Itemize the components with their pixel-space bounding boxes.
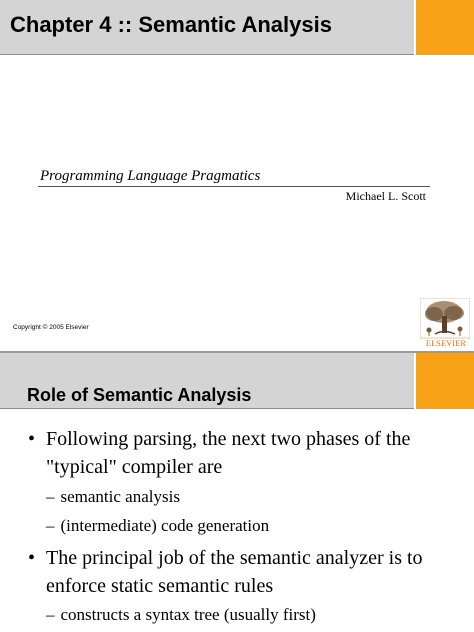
dash-icon: –	[46, 516, 55, 535]
bullet-icon: •	[28, 547, 36, 569]
chapter-title: Chapter 4 :: Semantic Analysis	[10, 12, 332, 37]
sub-bullet-text: (intermediate) code generation	[60, 516, 270, 535]
sub-bullet-item	[46, 604, 316, 626]
bullet-text: Following parsing, the next two phases of the "typical" compiler are	[46, 428, 411, 478]
bullet-item	[28, 544, 458, 600]
accent-block	[416, 0, 474, 55]
accent-block	[416, 353, 474, 409]
slide-title: Role of Semantic Analysis	[27, 385, 252, 405]
copyright-notice: Copyright © 2005 Elsevier	[13, 324, 89, 331]
slide-role-of-semantic-analysis	[0, 353, 474, 632]
bullet-item	[28, 425, 458, 481]
bullet-icon: •	[28, 428, 36, 450]
bullet-text: The principal job of the semantic analyzer is to enforce static semantic rules	[46, 547, 423, 597]
dash-icon: –	[46, 487, 55, 506]
sub-bullet-text: constructs a syntax tree (usually first)	[60, 605, 316, 624]
author-name: Michael L. Scott	[345, 189, 426, 203]
sub-bullet-item	[46, 486, 180, 508]
book-title: Programming Language Pragmatics	[40, 168, 261, 184]
publisher-name: ELSEVIER	[425, 339, 467, 348]
dash-icon: –	[46, 605, 55, 624]
book-title-rule	[38, 186, 430, 187]
sub-bullet-text: semantic analysis	[60, 487, 180, 506]
sub-bullet-item	[46, 515, 269, 537]
